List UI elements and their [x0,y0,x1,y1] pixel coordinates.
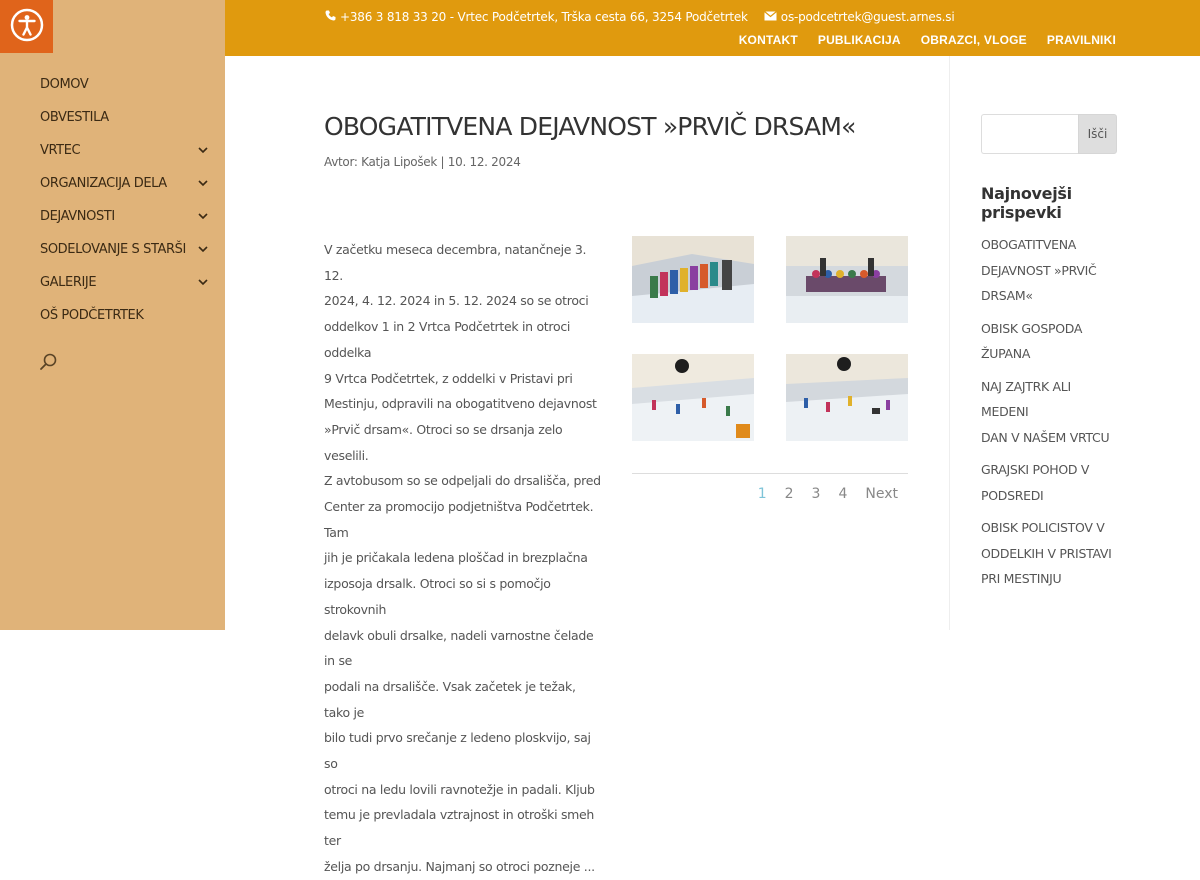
contact-phone [325,10,748,24]
page-link-1[interactable]: 1 [757,486,767,502]
body-line: podali na drsališče. Vsak začetek je težak, tako je [324,678,576,720]
search-icon[interactable] [39,352,59,376]
gallery-thumb-3[interactable] [632,354,754,441]
accessibility-button[interactable] [0,0,53,53]
gallery-thumb-4[interactable] [786,354,908,441]
recent-post-line: OBISK POLICISTOV V [981,520,1105,535]
body-line: Center za promocijo podjetništva Podčetrtek. Tam [324,499,594,540]
recent-post-link[interactable] [981,316,1117,367]
body-line: izposoja drsalk. Otroci so si s pomočjo strokovnih [324,576,551,617]
chevron-down-icon[interactable] [196,177,210,191]
main-nav [40,68,210,332]
nav-item-label: ORGANIZACIJA DELA [40,176,167,191]
recent-post-line: OBOGATITVENA [981,237,1077,252]
chevron-down-icon[interactable] [196,210,210,224]
nav-item-sodelovanje-s-starsi[interactable] [40,233,210,266]
nav-item-dejavnosti[interactable] [40,200,210,233]
nav-item-label: DEJAVNOSTI [40,209,115,224]
secnav-publikacija[interactable]: PUBLIKACIJA [817,33,901,47]
recent-post-line: ŽUPANA [981,346,1031,361]
nav-item-vrtec[interactable] [40,134,210,167]
recent-post-line: DAN V NAŠEM VRTCU [981,429,1110,445]
body-line: bilo tudi prvo srečanje z ledeno ploskvijo, saj so [324,730,591,772]
article-header [324,112,924,169]
gallery-thumb-1[interactable] [632,236,754,323]
chevron-down-icon[interactable] [196,276,210,290]
body-line: oddelkov 1 in 2 Vrtca Podčetrtek in otroci oddelka [324,319,571,360]
left-sidebar [0,0,225,630]
recent-post-line: GRAJSKI POHOD V [981,462,1090,477]
page-link-4[interactable]: 4 [838,486,848,502]
nav-item-obvestila[interactable] [40,101,210,134]
sidebar-search [981,114,1117,154]
sidebar-divider [949,56,950,630]
page-link-3[interactable]: 3 [811,486,821,502]
email-icon [764,10,781,24]
gallery-divider [632,473,908,474]
secondary-nav [719,33,1116,47]
right-sidebar [981,114,1117,599]
page-link-2[interactable]: 2 [784,486,794,502]
body-line: Mestinju, odpravili na obogatitveno dejavnost [324,396,597,412]
recent-post-line: PRI MESTINJU [981,571,1062,586]
nav-item-organizacija-dela[interactable] [40,167,210,200]
contact-email[interactable] [764,10,955,24]
nav-item-label: SODELOVANJE S STARŠI [40,242,186,257]
nav-item-galerije[interactable] [40,266,210,299]
phone-icon [325,10,340,24]
recent-post-link[interactable] [981,374,1117,451]
search-input[interactable] [981,114,1078,154]
recent-post-line: ODDELKIH V PRISTAVI [981,545,1112,561]
post-meta: Avtor: Katja Lipošek | 10. 12. 2024 [324,155,521,169]
body-line: »Prvič drsam«. Otroci so se drsanja zelo veselili. [324,421,563,463]
chevron-down-icon[interactable] [196,243,210,257]
body-line: 9 Vrtca Podčetrtek, z oddelki v Pristavi pri [324,370,573,386]
body-line: želja po drsanju. Najmanj so otroci pozneje ... [324,858,595,874]
recent-posts-title: Najnovejši prispevki [981,184,1072,222]
secnav-pravilniki[interactable]: PRAVILNIKI [1046,33,1116,47]
body-line: delavk obuli drsalke, nadeli varnostne čelade in se [324,627,594,669]
recent-posts-list [981,232,1117,592]
secnav-kontakt[interactable]: KONTAKT [738,33,798,47]
recent-post-link[interactable] [981,457,1117,508]
email-text: os-podcetrtek@guest.arnes.si [780,10,955,24]
body-line: 2024, 4. 12. 2024 in 5. 12. 2024 so se otroci [324,293,589,309]
chevron-down-icon[interactable] [196,144,210,158]
gallery-pagination [632,486,898,502]
top-bar [225,0,1200,56]
recent-post-line: PODSREDI [981,487,1044,503]
nav-item-os-podcetrtek[interactable] [40,299,210,332]
recent-post-line: NAJ ZAJTRK ALI MEDENI [981,378,1071,419]
secnav-obrazci-vloge[interactable]: OBRAZCI, VLOGE [920,33,1027,47]
nav-item-domov[interactable] [40,68,210,101]
nav-item-label: VRTEC [40,143,81,158]
contact-info [325,10,970,24]
next-page-link[interactable]: Next [865,486,898,502]
recent-post-line: DEJAVNOST »PRVIČ [981,262,1097,278]
accessibility-icon [10,8,44,46]
nav-item-label: DOMOV [40,77,89,92]
recent-post-line: DRSAM« [981,288,1033,303]
body-line: jih je pričakala ledena ploščad in brezplačna [324,550,588,566]
search-button[interactable]: Išči [1078,114,1117,154]
nav-item-label: OBVESTILA [40,110,109,125]
recent-post-link[interactable] [981,232,1117,309]
phone-text: +386 3 818 33 20 - Vrtec Podčetrtek, Trška cesta 66, 3254 Podčetrtek [340,10,748,24]
article-body [324,237,604,880]
body-line: otroci na ledu lovili ravnotežje in padali. Kljub [324,781,595,797]
recent-post-line: OBISK GOSPODA [981,320,1083,336]
page-title: OBOGATITVENA DEJAVNOST »PRVIČ DRSAM« [324,112,856,141]
body-line: V začetku meseca decembra, natančneje 3. 12. [324,242,587,283]
nav-item-label: GALERIJE [40,275,97,290]
gallery-thumb-2[interactable] [786,236,908,323]
recent-post-link[interactable] [981,515,1117,592]
body-line: temu je prevladala vztrajnost in otroški smeh ter [324,807,595,849]
body-line: Z avtobusom so se odpeljali do drsališča, pred [324,473,601,489]
nav-item-label: OŠ PODČETRTEK [40,308,144,323]
